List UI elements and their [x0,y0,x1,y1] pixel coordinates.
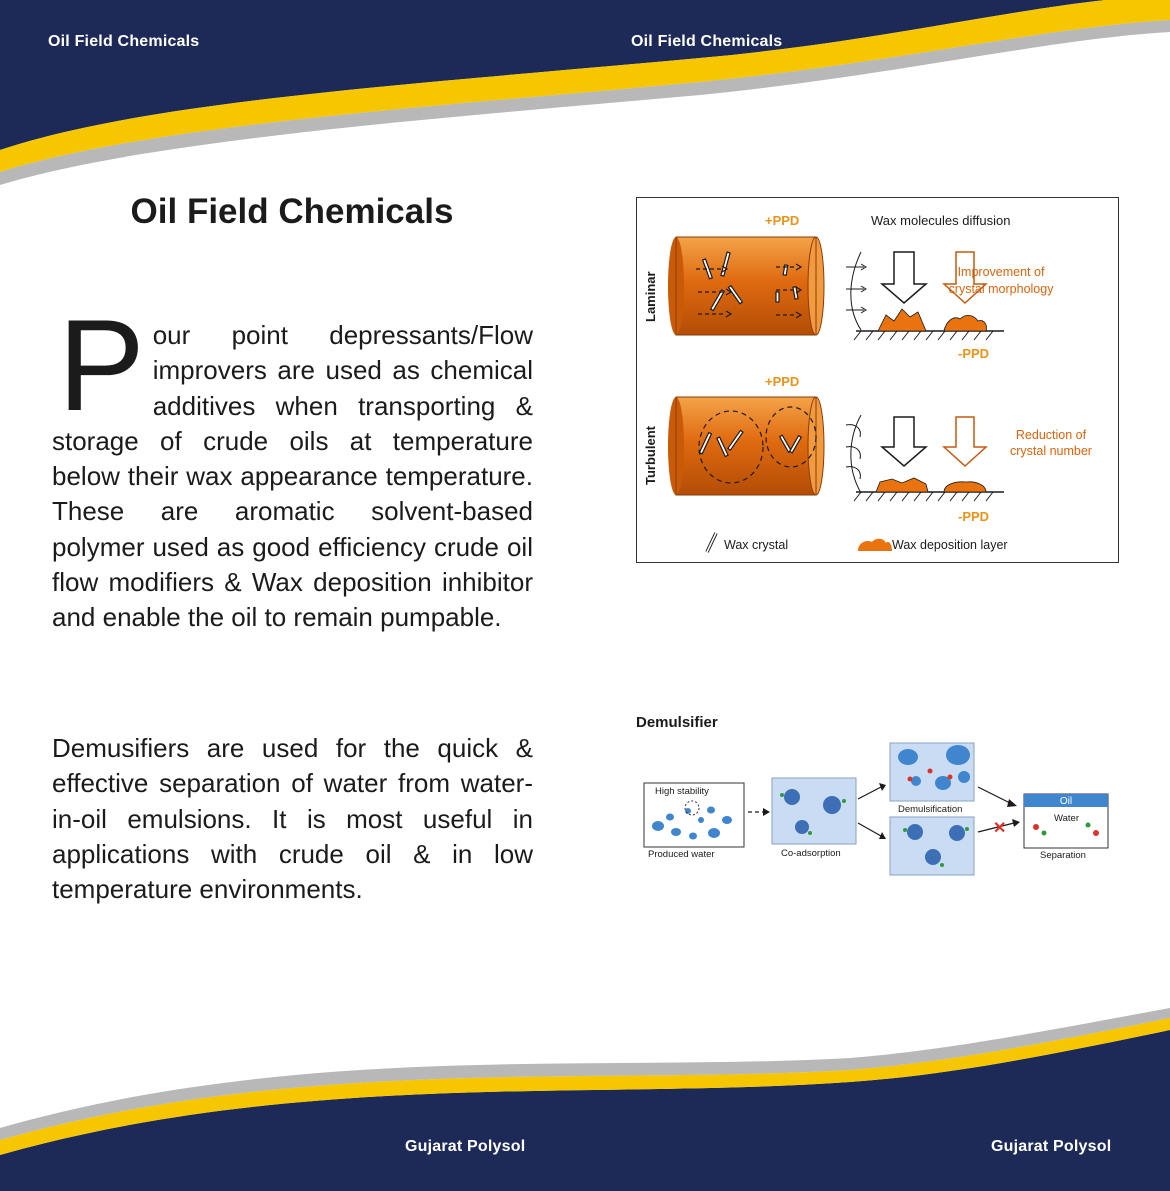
co-adsorption-box [772,778,856,844]
arrow-icon-5 [1012,819,1020,827]
footer-brand-center: Gujarat Polysol [405,1138,526,1155]
oil-label: Oil [1059,796,1073,807]
high-stability-label: High stability [655,786,709,797]
dropcap-letter: P [58,292,145,438]
footer-brand-right: Gujarat Polysol [991,1138,1112,1155]
minus-ppd-bottom: -PPD [958,509,990,524]
legend-wax-crystal: Wax crystal [724,538,789,552]
plus-ppd-top: +PPD [765,213,800,228]
stabilized-box [890,817,974,875]
legend-wax-layer: Wax deposition layer [892,538,1008,552]
arrow-icon-4 [1007,799,1017,807]
turbulent-pipe [668,397,824,495]
separation-label: Separation [1040,850,1086,861]
number-label-2: crystal number [1010,444,1092,458]
number-label-1: Reduction of [1015,428,1087,442]
demulsifier-title: Demulsifier [636,714,718,731]
demulsifier-diagram [630,705,1116,880]
paragraph-demulsifier-text: Demusifiers are used for the quick & effective separation of water from water-in-oil emulsions. It is most useful in applications with crude oil & in low temperature environments. [52,733,533,905]
page-title: Oil Field Chemicals [130,192,454,231]
header-title-center: Oil Field Chemicals [631,33,783,50]
co-adsorption-label: Co-adsorption [781,848,841,859]
header-wave [0,0,1170,185]
morphology-label-1: Improvement of [957,265,1045,279]
paragraph-ppd-text: our point depressants/Flow improvers are used as chemical additives when transporting & storage of crude oils at temperature below their wax appearance temperature. These are aromatic solvent-based polymer used as good efficiency crude oil flow modifiers & Wax deposition inhibitor and enable the oil to remain pumpable. [52,320,533,633]
paragraph-ppd [52,292,533,636]
produced-water-label: Produced water [648,849,715,860]
demulsification-label: Demulsification [898,804,963,815]
laminar-pipe [668,237,824,335]
arrow-icon-1 [763,808,770,816]
laminar-label: Laminar [643,271,658,322]
footer-wave [0,1000,1170,1191]
morphology-label-2: crystal morphology [948,282,1054,296]
turbulent-label: Turbulent [643,426,658,485]
plus-ppd-bottom: +PPD [765,374,800,389]
water-label: Water [1054,813,1079,824]
diffusion-label: Wax molecules diffusion [871,213,1011,228]
minus-ppd-top: -PPD [958,346,990,361]
paragraph-demulsifier [52,731,533,907]
header-title-left: Oil Field Chemicals [48,33,200,50]
blocked-mark-icon: ✕ [993,820,1007,837]
ppd-diagram [636,197,1119,563]
